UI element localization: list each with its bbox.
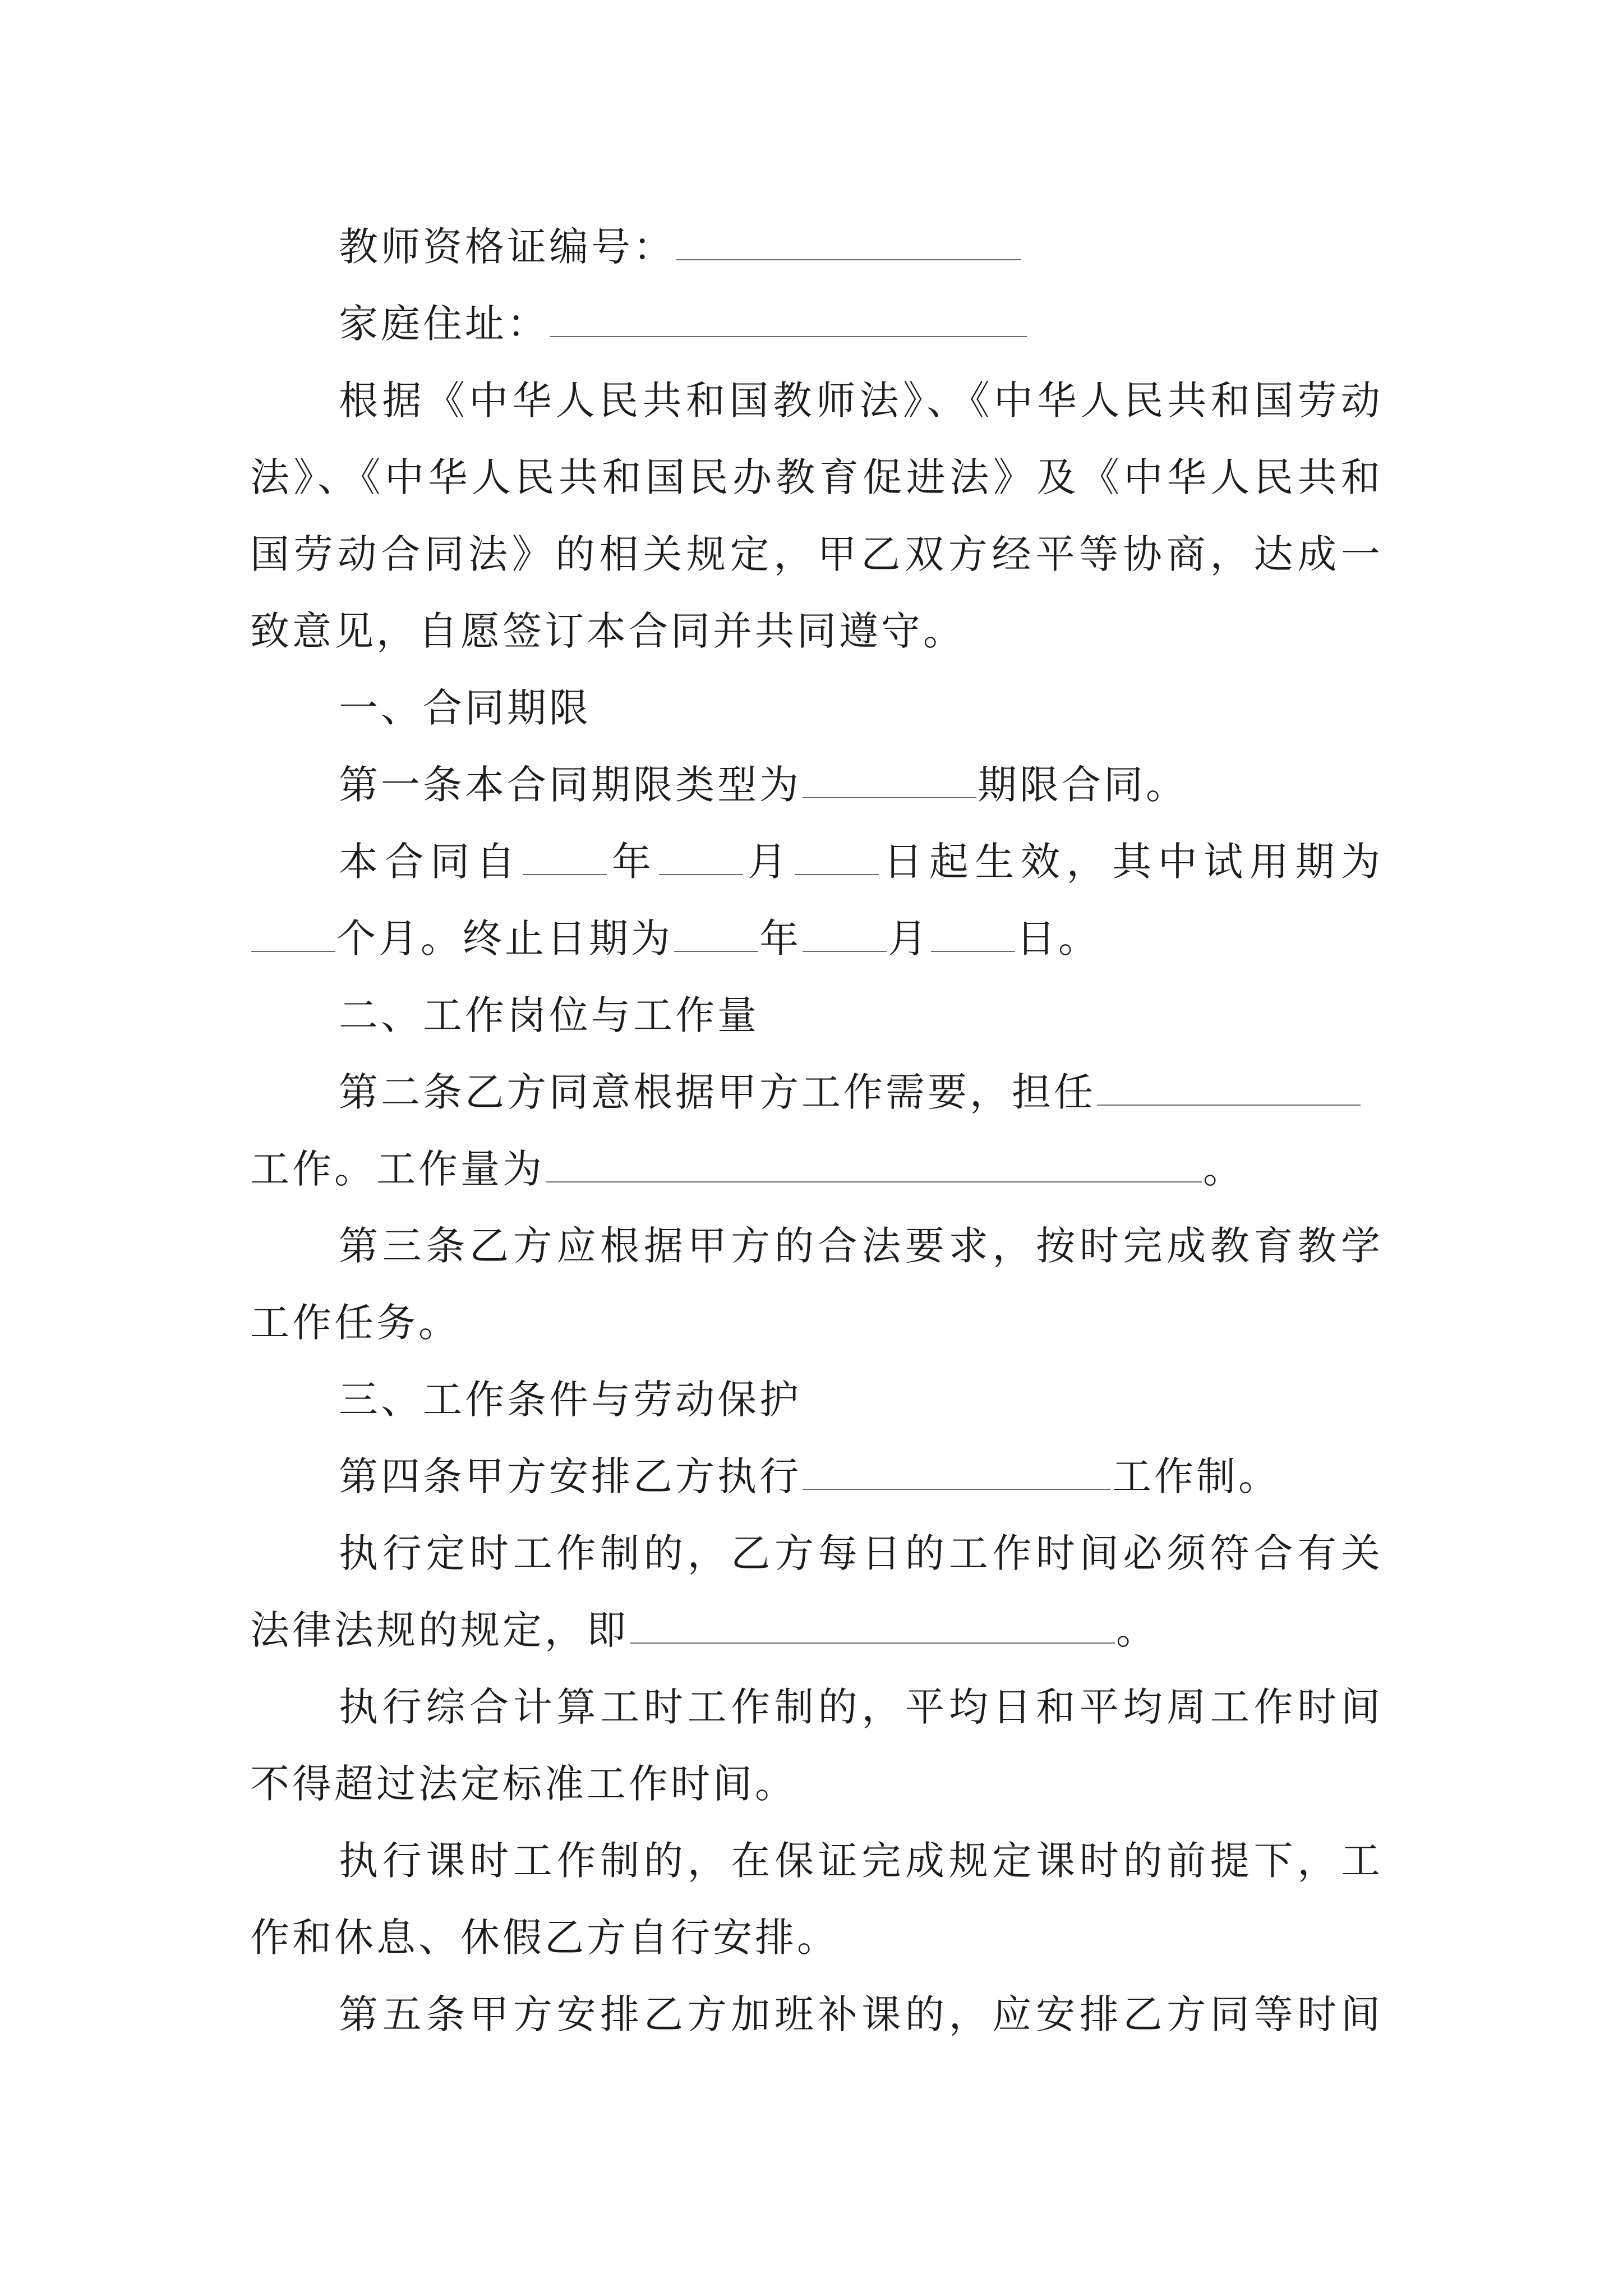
- term-start-line: [250, 823, 1383, 900]
- end-month-blank[interactable]: [803, 917, 887, 952]
- year-label: 年: [608, 839, 658, 885]
- end-day-blank[interactable]: [931, 917, 1015, 952]
- start-day-blank[interactable]: [795, 840, 879, 875]
- end-year-label: 年: [759, 915, 801, 961]
- section-1-title: 一、合同期限: [339, 685, 591, 731]
- article-1-text: 第一条本合同期限类型为: [339, 762, 801, 808]
- intro-line-2: 法》、《中华人民共和国民办教育促进法》及《中华人民共和: [250, 454, 1383, 500]
- fixed-hours-line-2: [250, 1592, 1383, 1669]
- class-hours-line-2: 作和休息、休假乙方自行安排。: [250, 1915, 839, 1961]
- workload-text: 工作。工作量为: [250, 1146, 545, 1192]
- intro-line-4: 致意见，自愿签订本合同并共同遵守。: [250, 608, 965, 654]
- workload-blank[interactable]: [546, 1148, 1202, 1182]
- intro-line-1: 根据《中华人民共和国教师法》、《中华人民共和国劳动: [339, 378, 1383, 424]
- end-year-blank[interactable]: [674, 917, 758, 952]
- home-address-label: 家庭住址：: [339, 301, 549, 347]
- position-blank[interactable]: [1097, 1071, 1361, 1106]
- contract-type-blank[interactable]: [803, 763, 976, 798]
- fixed-hours-period: 。: [1116, 1607, 1158, 1653]
- contract-body: [250, 209, 1383, 2053]
- comprehensive-hours-line-1: 执行综合计算工时工作制的，平均日和平均周工作时间: [339, 1684, 1383, 1730]
- article-2-text: 第二条乙方同意根据甲方工作需要，担任: [339, 1069, 1096, 1115]
- work-system-blank[interactable]: [803, 1455, 1111, 1490]
- article-3-line-2: 工作任务。: [250, 1300, 460, 1346]
- article-4-line: [250, 1438, 1383, 1515]
- section-2-title: 二、工作岗位与工作量: [339, 992, 759, 1038]
- start-month-blank[interactable]: [659, 840, 743, 875]
- probation-months-blank[interactable]: [251, 917, 335, 952]
- effective-text: 日起生效，其中试用期为: [879, 839, 1384, 885]
- cert-number-line: [250, 209, 1383, 286]
- class-hours-line-1: 执行课时工作制的，在保证完成规定课时的前提下，工: [339, 1838, 1383, 1884]
- end-day-label: 日。: [1016, 915, 1100, 961]
- end-month-label: 月: [888, 915, 930, 961]
- article-2-line-1: [250, 1054, 1383, 1131]
- month-label: 月: [744, 839, 794, 885]
- workload-period: 。: [1203, 1146, 1245, 1192]
- home-address-blank[interactable]: [550, 302, 1027, 337]
- home-address-line: [250, 286, 1383, 362]
- start-year-blank[interactable]: [523, 840, 607, 875]
- article-2-line-2: [250, 1131, 1383, 1208]
- article-1-line: [250, 747, 1383, 823]
- article-1-suffix: 期限合同。: [978, 762, 1188, 808]
- article-5-line-1: 第五条甲方安排乙方加班补课的，应安排乙方同等时间: [339, 1991, 1383, 2037]
- comprehensive-hours-line-2: 不得超过法定标准工作时间。: [250, 1761, 797, 1807]
- fixed-hours-line-1: 执行定时工作制的，乙方每日的工作时间必须符合有关: [339, 1530, 1383, 1576]
- term-end-line: [250, 900, 1383, 977]
- legal-hours-blank[interactable]: [630, 1609, 1115, 1644]
- fixed-hours-text: 法律法规的规定，即: [250, 1607, 629, 1653]
- probation-text: 个月。终止日期为: [336, 915, 673, 961]
- article-3-line-1: 第三条乙方应根据甲方的合法要求，按时完成教育教学: [339, 1223, 1383, 1269]
- intro-line-3: 国劳动合同法》的相关规定，甲乙双方经平等协商，达成一: [250, 531, 1383, 577]
- article-4-suffix: 工作制。: [1112, 1453, 1280, 1499]
- cert-number-blank[interactable]: [676, 226, 1021, 260]
- section-3-title: 三、工作条件与劳动保护: [339, 1377, 801, 1423]
- cert-number-label: 教师资格证编号：: [339, 224, 675, 270]
- term-start-text: 本合同自: [339, 839, 522, 885]
- article-4-text: 第四条甲方安排乙方执行: [339, 1453, 801, 1499]
